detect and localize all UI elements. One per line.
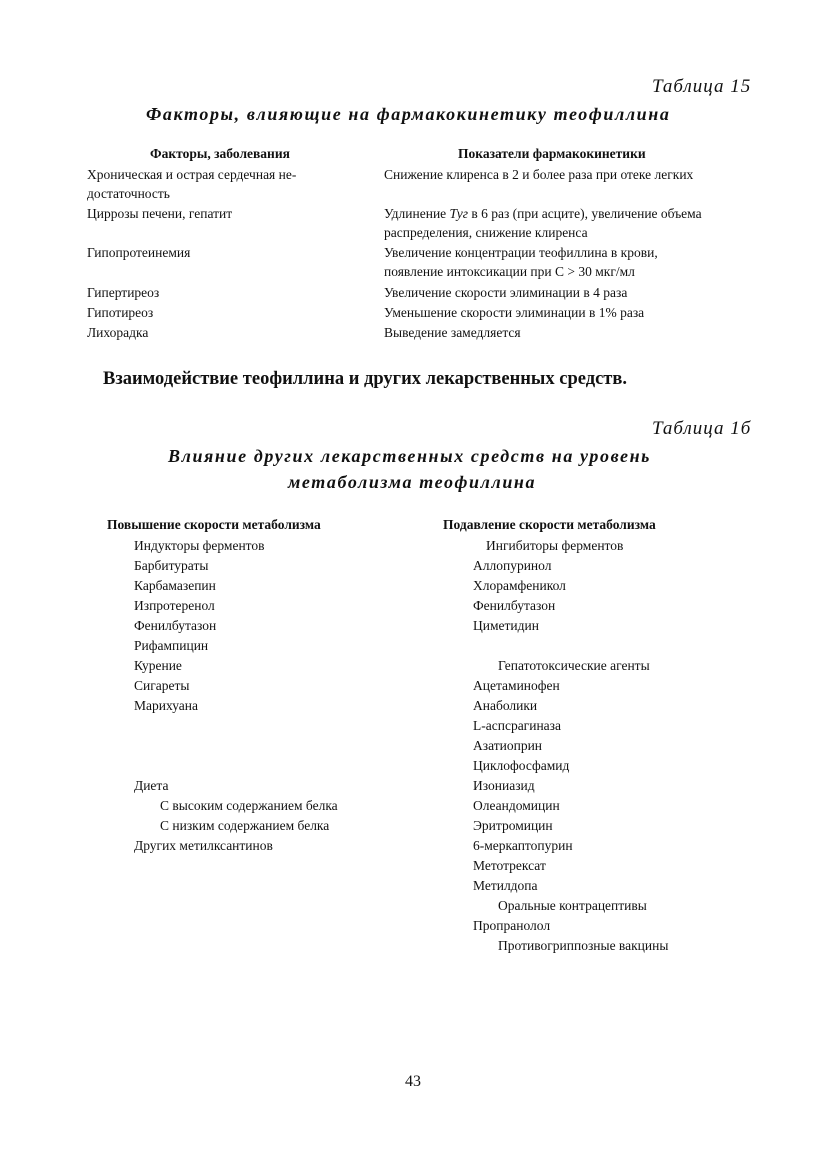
table-15-row-5-factor: Гипотиреоз	[87, 305, 154, 320]
right-item: Ингибиторы ферментов	[486, 538, 624, 553]
table-15-row-1-effect: Снижение клиренса в 2 и более раза при отеке легких	[384, 167, 694, 182]
left-item: Индукторы ферментов	[134, 538, 265, 553]
table-15-row-2-factor: Циррозы печени, гепатит	[87, 206, 233, 221]
table-15-col2-header: Показатели фармакокинетики	[458, 146, 646, 161]
table-15-col1-header: Факторы, заболевания	[150, 146, 290, 161]
table-15-row-6-effect: Выведение замедляется	[384, 325, 521, 340]
left-item: Рифампицин	[134, 638, 209, 653]
table-15-title: Факторы, влияющие на фармакокинетику теофиллина	[146, 104, 671, 124]
right-item: Фенилбутазон	[473, 598, 556, 613]
right-item: Оральные контрацептивы	[498, 898, 647, 913]
left-item: Сигареты	[134, 678, 190, 693]
right-item: Пропранолол	[473, 918, 551, 933]
right-item: L-аспсрагиназа	[473, 718, 561, 733]
right-item: Эритромицин	[473, 818, 553, 833]
right-item: Аллопуринол	[473, 558, 552, 573]
right-item: Анаболики	[473, 698, 538, 713]
right-item: Ацетаминофен	[473, 678, 560, 693]
left-item: С низким содержанием белка	[160, 818, 330, 833]
left-item: С высоким содержанием белка	[160, 798, 338, 813]
table-16-col1-header: Повышение скорости метаболизма	[107, 517, 321, 532]
right-item: Хлорамфеникол	[473, 578, 566, 593]
left-item: Барбитураты	[134, 558, 209, 573]
right-item: Изониазид	[473, 778, 535, 793]
left-item: Других метилксантинов	[134, 838, 273, 853]
table-15-row-4-effect: Увеличение скорости элиминации в 4 раза	[384, 285, 628, 300]
right-item: 6-меркаптопурин	[473, 838, 573, 853]
table-15-row-3-effect: Увеличение концентрации теофиллина в крови, появление интоксикации при С > 30 мкг/мл	[384, 245, 658, 279]
left-item: Изпротеренол	[134, 598, 215, 613]
table-15-row-5-effect: Уменьшение скорости элиминации в 1% раза	[384, 305, 645, 320]
page-number: 43	[405, 1073, 421, 1090]
table-15-row-4-factor: Гипертиреоз	[87, 285, 160, 300]
right-item: Метотрексат	[473, 858, 546, 873]
table-15-row-2-effect: Удлинение Туг в 6 раз (при асците), увеличение объема распределения, снижение клиренса	[384, 206, 702, 240]
table-15-label: Таблица 15	[652, 76, 752, 97]
table-16-title-line-1: Влияние других лекарственных средств на уровень	[168, 446, 652, 466]
left-item: Диета	[134, 778, 169, 793]
left-item: Карбамазепин	[134, 578, 216, 593]
table-16-label: Таблица 1б	[652, 418, 752, 439]
table-15-row-6-factor: Лихорадка	[87, 325, 149, 340]
right-item: Циклофосфамид	[473, 758, 570, 773]
table-16-title-line-2: метаболизма теофиллина	[288, 472, 537, 492]
table-15-row-1-factor: Хроническая и острая сердечная не-достаточность	[87, 167, 297, 201]
right-item: Противогриппозные вакцины	[498, 938, 669, 953]
table-16-col2-header: Подавление скорости метаболизма	[443, 517, 656, 532]
left-item: Марихуана	[134, 698, 198, 713]
left-item: Курение	[134, 658, 182, 673]
right-item: Циметидин	[473, 618, 539, 633]
left-item: Фенилбутазон	[134, 618, 217, 633]
right-item: Азатиоприн	[473, 738, 543, 753]
table-15-row-3-factor: Гипопротеинемия	[87, 245, 191, 260]
right-item: Гепатотоксические агенты	[498, 658, 650, 673]
section-heading: Взаимодействие теофиллина и других лекарственных средств.	[103, 369, 627, 389]
right-item: Метилдопа	[473, 878, 538, 893]
right-item: Олеандомицин	[473, 798, 560, 813]
